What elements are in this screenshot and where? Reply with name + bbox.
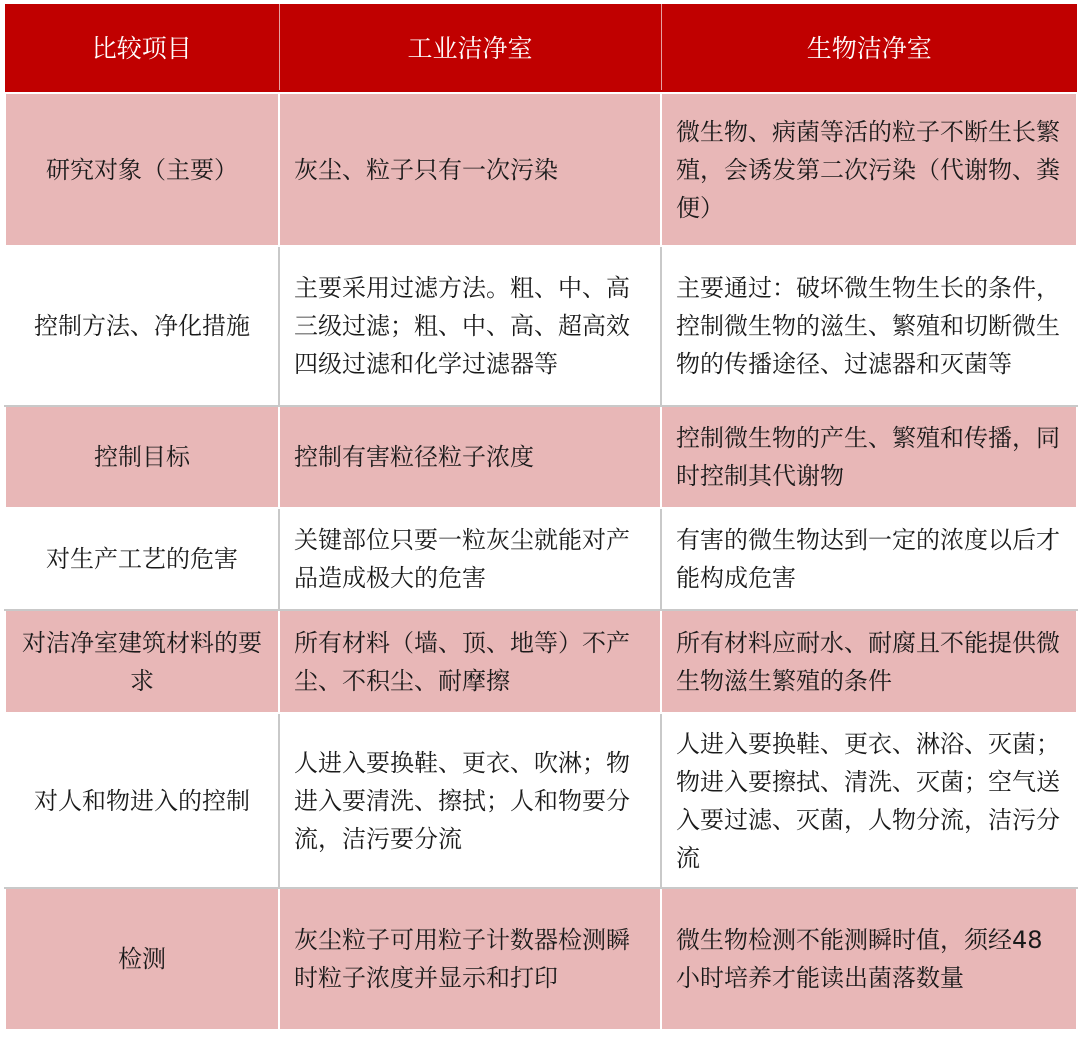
row-industrial: 关键部位只要一粒灰尘就能对产品造成极大的危害 (279, 508, 661, 610)
row-biological: 微生物、病菌等活的粒子不断生长繁殖，会诱发第二次污染（代谢物、粪便） (661, 93, 1077, 246)
table-row (5, 406, 1077, 508)
header-biological: 生物洁净室 (661, 4, 1077, 90)
header-row (5, 4, 1077, 90)
table-row (5, 713, 1077, 888)
row-industrial: 主要采用过滤方法。粗、中、高三级过滤；粗、中、高、超高效四级过滤和化学过滤器等 (279, 246, 661, 406)
row-biological: 微生物检测不能测瞬时值，须经48 小时培养才能读出菌落数量 (661, 888, 1077, 1030)
row-biological: 所有材料应耐水、耐腐且不能提供微生物滋生繁殖的条件 (661, 610, 1077, 713)
row-biological: 人进入要换鞋、更衣、淋浴、灭菌；物进入要擦拭、清洗、灭菌；空气送入要过滤、灭菌，人物分流，洁污分流 (661, 713, 1077, 888)
comparison-table-wrapper (4, 4, 1076, 1031)
table-row (5, 93, 1077, 246)
row-item: 对生产工艺的危害 (5, 508, 279, 610)
row-industrial: 灰尘、粒子只有一次污染 (279, 93, 661, 246)
row-biological: 主要通过：破坏微生物生长的条件，控制微生物的滋生、繁殖和切断微生物的传播途径、过滤器和灭菌等 (661, 246, 1077, 406)
row-item: 检测 (5, 888, 279, 1030)
table-body (5, 90, 1077, 1030)
row-item: 对洁净室建筑材料的要求 (5, 610, 279, 713)
row-industrial: 灰尘粒子可用粒子计数器检测瞬时粒子浓度并显示和打印 (279, 888, 661, 1030)
row-item: 控制目标 (5, 406, 279, 508)
header-industrial: 工业洁净室 (279, 4, 661, 90)
row-industrial: 所有材料（墙、顶、地等）不产尘、不积尘、耐摩擦 (279, 610, 661, 713)
row-industrial: 人进入要换鞋、更衣、吹淋；物进入要清洗、擦拭；人和物要分流，洁污要分流 (279, 713, 661, 888)
row-item: 研究对象（主要） (5, 93, 279, 246)
row-item: 控制方法、净化措施 (5, 246, 279, 406)
row-item: 对人和物进入的控制 (5, 713, 279, 888)
table-row (5, 610, 1077, 713)
table-row (5, 246, 1077, 406)
table-row (5, 888, 1077, 1030)
row-industrial: 控制有害粒径粒子浓度 (279, 406, 661, 508)
table-header (5, 4, 1077, 90)
header-item: 比较项目 (5, 4, 279, 90)
table-row (5, 508, 1077, 610)
comparison-table (4, 4, 1078, 1031)
row-biological: 有害的微生物达到一定的浓度以后才能构成危害 (661, 508, 1077, 610)
row-biological: 控制微生物的产生、繁殖和传播，同时控制其代谢物 (661, 406, 1077, 508)
